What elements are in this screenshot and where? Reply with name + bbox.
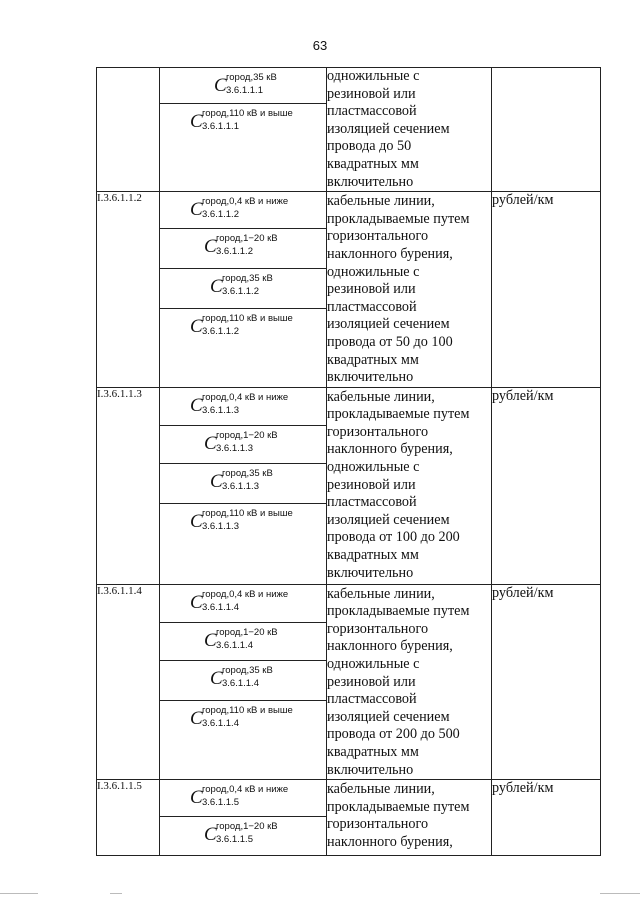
description-line: пластмассовой <box>327 494 417 511</box>
formula-subscript: 3.6.1.1.5 <box>202 797 239 809</box>
description-line: прокладываемые путем <box>327 798 470 815</box>
formula-symbol: C <box>190 199 203 221</box>
description-line: одножильные с <box>327 656 420 673</box>
formula-superscript: город,1−20 кВ <box>216 233 278 245</box>
description-line: кабельные линии, <box>327 388 435 405</box>
formula-superscript: город,110 кВ и выше <box>202 704 293 716</box>
row-unit: рублей/км <box>492 192 601 388</box>
formula-superscript: город,1−20 кВ <box>216 429 278 441</box>
description-line: прокладываемые путем <box>327 603 470 620</box>
formula-cell <box>160 68 326 104</box>
formula-subscript: 3.6.1.1.3 <box>216 442 253 454</box>
formula-subscript: 3.6.1.1.3 <box>202 520 239 532</box>
row-description <box>327 387 492 584</box>
description-line: кабельные линии, <box>327 585 435 602</box>
formula-superscript: город,35 кВ <box>222 467 273 479</box>
formula-cell <box>160 701 326 774</box>
formula-subscript: 3.6.1.1.4 <box>202 601 239 613</box>
formula-superscript: город,35 кВ <box>222 273 273 285</box>
description-line: наклонного бурения, <box>327 441 453 458</box>
description-line: кабельные линии, <box>327 781 435 798</box>
description-line: включительно <box>327 564 414 581</box>
formula-symbol: C <box>210 667 223 689</box>
formula-subscript: 3.6.1.1.5 <box>216 834 253 846</box>
row-unit: рублей/км <box>492 780 601 856</box>
description-line: пластмассовой <box>327 691 417 708</box>
row-code: I.3.6.1.1.5 <box>97 780 160 856</box>
formula-cell <box>160 661 326 701</box>
row-description <box>327 68 492 192</box>
formula-superscript: город,0,4 кВ и ниже <box>202 784 289 796</box>
description-line: одножильные с <box>327 263 420 280</box>
formula-cell <box>160 504 326 584</box>
row-unit: рублей/км <box>492 584 601 780</box>
description-line: наклонного бурения, <box>327 638 453 655</box>
formula-subscript: 3.6.1.1.4 <box>216 639 253 651</box>
formula-subscript: 3.6.1.1.2 <box>222 286 259 298</box>
scan-artifact-footer <box>0 893 640 899</box>
table-row <box>97 387 601 584</box>
formula-superscript: город,110 кВ и выше <box>202 313 293 325</box>
description-line: пластмассовой <box>327 298 417 315</box>
formula-superscript: город,35 кВ <box>226 72 277 83</box>
formula-symbol: C <box>214 75 227 96</box>
formula-cell <box>160 309 326 385</box>
formula-superscript: город,1−20 кВ <box>216 626 278 638</box>
formula-symbol: C <box>190 111 203 132</box>
description-line: провода от 100 до 200 <box>327 529 460 546</box>
description-line: провода до 50 <box>327 138 412 155</box>
formula-subscript: 3.6.1.1.2 <box>202 209 239 221</box>
description-line: горизонтального <box>327 816 429 833</box>
formula-symbol: C <box>204 824 217 846</box>
row-unit <box>492 68 601 192</box>
description-line: квадратных мм <box>327 155 419 172</box>
formula-subscript: 3.6.1.1.2 <box>216 246 253 258</box>
formula-column <box>160 192 327 388</box>
table-row <box>97 584 601 780</box>
table-row <box>97 780 601 856</box>
formula-symbol: C <box>190 591 203 613</box>
formula-cell <box>160 623 326 661</box>
description-line: квадратных мм <box>327 351 419 368</box>
formula-cell <box>160 388 326 426</box>
description-line: резиновой или <box>327 85 416 102</box>
formula-cell <box>160 426 326 464</box>
formula-subscript: 3.6.1.1.3 <box>202 404 239 416</box>
formula-column <box>160 584 327 780</box>
formula-subscript: 3.6.1.1.2 <box>202 326 239 338</box>
description-line: включительно <box>327 761 414 778</box>
row-code: I.3.6.1.1.3 <box>97 387 160 584</box>
formula-subscript: 3.6.1.1.1 <box>226 85 263 96</box>
formula-cell <box>160 780 326 817</box>
formula-symbol: C <box>190 510 203 532</box>
description-line: резиновой или <box>327 476 416 493</box>
formula-column <box>160 68 327 192</box>
formula-column <box>160 780 327 856</box>
description-line: квадратных мм <box>327 547 419 564</box>
description-line: квадратных мм <box>327 744 419 761</box>
formula-symbol: C <box>210 470 223 492</box>
description-line: резиновой или <box>327 281 416 298</box>
formula-superscript: город,0,4 кВ и ниже <box>202 391 289 403</box>
formula-subscript: 3.6.1.1.4 <box>202 717 239 729</box>
formula-superscript: город,0,4 кВ и ниже <box>202 588 289 600</box>
formula-subscript: 3.6.1.1.1 <box>202 121 239 132</box>
tariff-table-body <box>97 68 601 856</box>
formula-cell <box>160 585 326 623</box>
description-line: прокладываемые путем <box>327 406 470 423</box>
table-row <box>97 68 601 192</box>
row-code <box>97 68 160 192</box>
description-line: провода от 200 до 500 <box>327 726 460 743</box>
description-line: наклонного бурения, <box>327 245 453 262</box>
formula-subscript: 3.6.1.1.3 <box>222 480 259 492</box>
formula-symbol: C <box>204 432 217 454</box>
formula-column <box>160 387 327 584</box>
row-description <box>327 584 492 780</box>
formula-cell <box>160 192 326 229</box>
description-line: включительно <box>327 173 414 190</box>
table-row <box>97 192 601 388</box>
formula-superscript: город,1−20 кВ <box>216 821 278 833</box>
formula-symbol: C <box>190 394 203 416</box>
formula-subscript: 3.6.1.1.4 <box>222 677 259 689</box>
description-line: горизонтального <box>327 423 429 440</box>
formula-superscript: город,35 кВ <box>222 664 273 676</box>
description-line: горизонтального <box>327 228 429 245</box>
page-number: 63 <box>312 38 328 53</box>
formula-superscript: город,110 кВ и выше <box>202 507 293 519</box>
description-line: кабельные линии, <box>327 193 435 210</box>
description-line: изоляцией сечением <box>327 316 450 333</box>
description-line: одножильные с <box>327 459 420 476</box>
description-line: горизонтального <box>327 620 429 637</box>
description-line: изоляцией сечением <box>327 511 450 528</box>
formula-cell <box>160 104 326 188</box>
formula-cell <box>160 269 326 309</box>
tariff-table <box>96 67 601 856</box>
description-line: изоляцией сечением <box>327 120 450 137</box>
row-unit: рублей/км <box>492 387 601 584</box>
row-description <box>327 192 492 388</box>
formula-superscript: город,110 кВ и выше <box>202 108 293 119</box>
formula-cell <box>160 464 326 504</box>
description-line: провода от 50 до 100 <box>327 333 453 350</box>
formula-symbol: C <box>190 787 203 809</box>
formula-symbol: C <box>204 236 217 258</box>
formula-symbol: C <box>190 316 203 338</box>
formula-symbol: C <box>190 707 203 729</box>
row-code: I.3.6.1.1.4 <box>97 584 160 780</box>
description-line: включительно <box>327 369 414 386</box>
description-line: резиновой или <box>327 673 416 690</box>
description-line: наклонного бурения, <box>327 834 453 850</box>
description-line: прокладываемые путем <box>327 210 470 227</box>
formula-symbol: C <box>210 276 223 298</box>
formula-superscript: город,0,4 кВ и ниже <box>202 196 289 208</box>
row-description <box>327 780 492 856</box>
description-line: изоляцией сечением <box>327 708 450 725</box>
description-line: одножильные с <box>327 68 420 84</box>
formula-cell <box>160 229 326 269</box>
description-line: пластмассовой <box>327 103 417 120</box>
formula-cell <box>160 817 326 855</box>
row-code: I.3.6.1.1.2 <box>97 192 160 388</box>
formula-symbol: C <box>204 629 217 651</box>
